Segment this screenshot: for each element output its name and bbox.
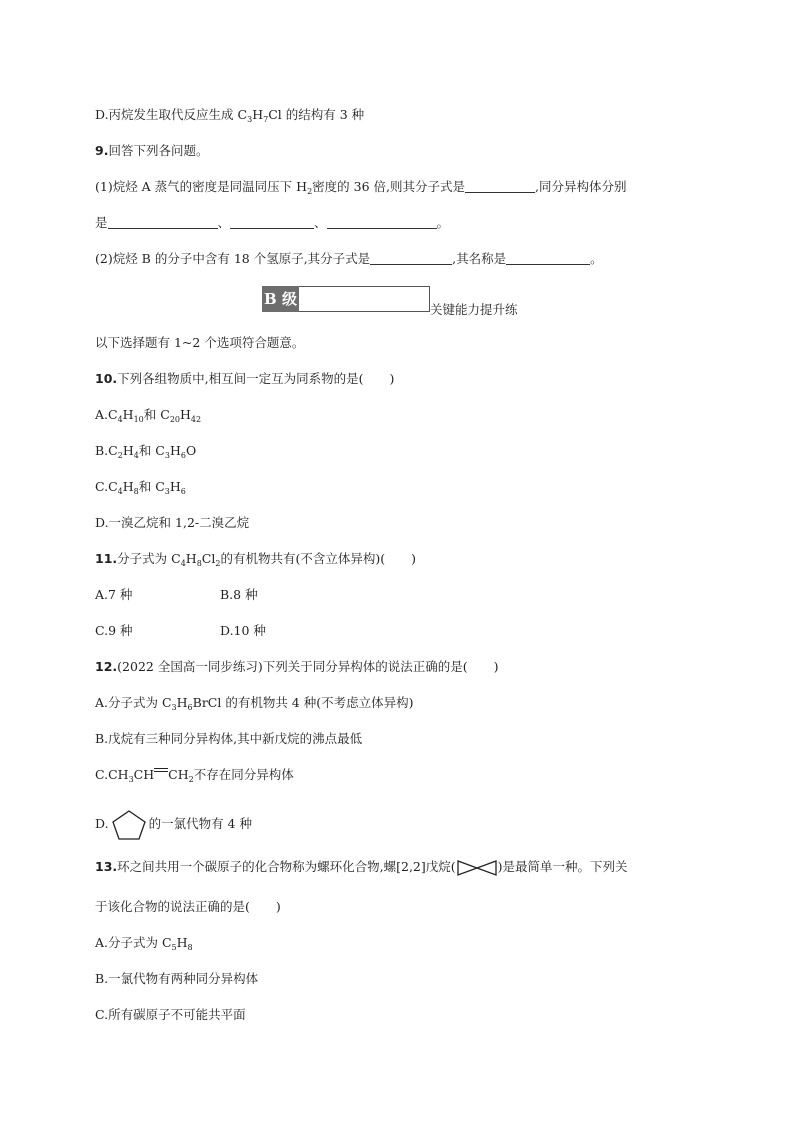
question-9-part2: (2)烷烃 B 的分子中含有 18 个氢原子,其分子式是 ,其名称是 。 xyxy=(95,251,603,266)
option-a[interactable]: $A.C_4H_{10}$和 $C_{20}H_{42}$ xyxy=(95,407,202,424)
option-b[interactable]: B.8 种 xyxy=(220,587,258,602)
question-9-part1: (1)烷烃 A 蒸气的密度是同温同压下 $H_2$密度的 36 倍,则其分子式是 ,同分异构体分别 xyxy=(95,179,627,196)
answer-blank[interactable] xyxy=(230,215,314,229)
option-d-prev: D.丙烷发生取代反应生成 $C_3H_7Cl$ 的结构有 3 种 xyxy=(95,107,365,124)
question-11-stem: 11.分子式为 $C_4H_8Cl_2$的有机物共有(不含立体异构)( ) xyxy=(95,551,416,568)
option-c[interactable]: $C.CH_3CH$ $CH_2$不存在同分异构体 xyxy=(95,767,294,784)
answer-blank[interactable] xyxy=(465,179,535,193)
option-d[interactable]: D.一溴乙烷和 1,2-二溴乙烷 xyxy=(95,515,250,530)
double-bond-icon xyxy=(154,767,168,777)
option-a[interactable]: A.分子式为 $C_3H_6BrCl$ 的有机物共 4 种(不考虑立体异构) xyxy=(95,695,414,712)
option-b[interactable]: B.戊烷有三种同分异构体,其中新戊烷的沸点最低 xyxy=(95,731,363,746)
option-c[interactable]: C.9 种 xyxy=(95,623,133,638)
question-9-part1-cont: 是 、 、 。 xyxy=(95,215,450,230)
question-13-stem: 13.环之间共用一个碳原子的化合物称为螺环化合物,螺[2,2]戊烷( )是最简单一种。下列关 xyxy=(95,858,628,877)
option-b[interactable]: $B.C_2H_4$和 $C_3H_6O$ xyxy=(95,443,197,460)
section-banner-title: 关键能力提升练 xyxy=(430,302,518,317)
section-banner-tag: B 级 xyxy=(262,286,299,312)
option-d[interactable]: D. 的一氯代物有 4 种 xyxy=(95,806,252,842)
answer-blank[interactable] xyxy=(370,251,452,265)
option-b[interactable]: B.一氯代物有两种同分异构体 xyxy=(95,971,259,986)
option-d[interactable]: D.10 种 xyxy=(220,623,266,638)
question-9-stem: 9.回答下列各问题。 xyxy=(95,143,209,158)
answer-blank[interactable] xyxy=(108,215,218,229)
instruction: 以下选择题有 1~2 个选项符合题意。 xyxy=(95,335,305,350)
option-a[interactable]: A.7 种 xyxy=(95,587,133,602)
option-c[interactable]: C.所有碳原子不可能共平面 xyxy=(95,1007,246,1022)
option-c[interactable]: $C.C_4H_8$和 $C_3H_6$ xyxy=(95,479,186,496)
cyclopentane-icon xyxy=(109,808,149,842)
spiropentane-icon xyxy=(456,859,498,877)
question-10-stem: 10.下列各组物质中,相互间一定互为同系物的是( ) xyxy=(95,371,395,386)
answer-blank[interactable] xyxy=(506,251,590,265)
answer-blank[interactable] xyxy=(327,215,437,229)
question-13-stem-cont: 于该化合物的说法正确的是( ) xyxy=(95,899,281,914)
question-12-stem: 12.(2022 全国高一同步练习)下列关于同分异构体的说法正确的是( ) xyxy=(95,659,499,674)
option-a[interactable]: A.分子式为 $C_5H_8$ xyxy=(95,935,193,952)
